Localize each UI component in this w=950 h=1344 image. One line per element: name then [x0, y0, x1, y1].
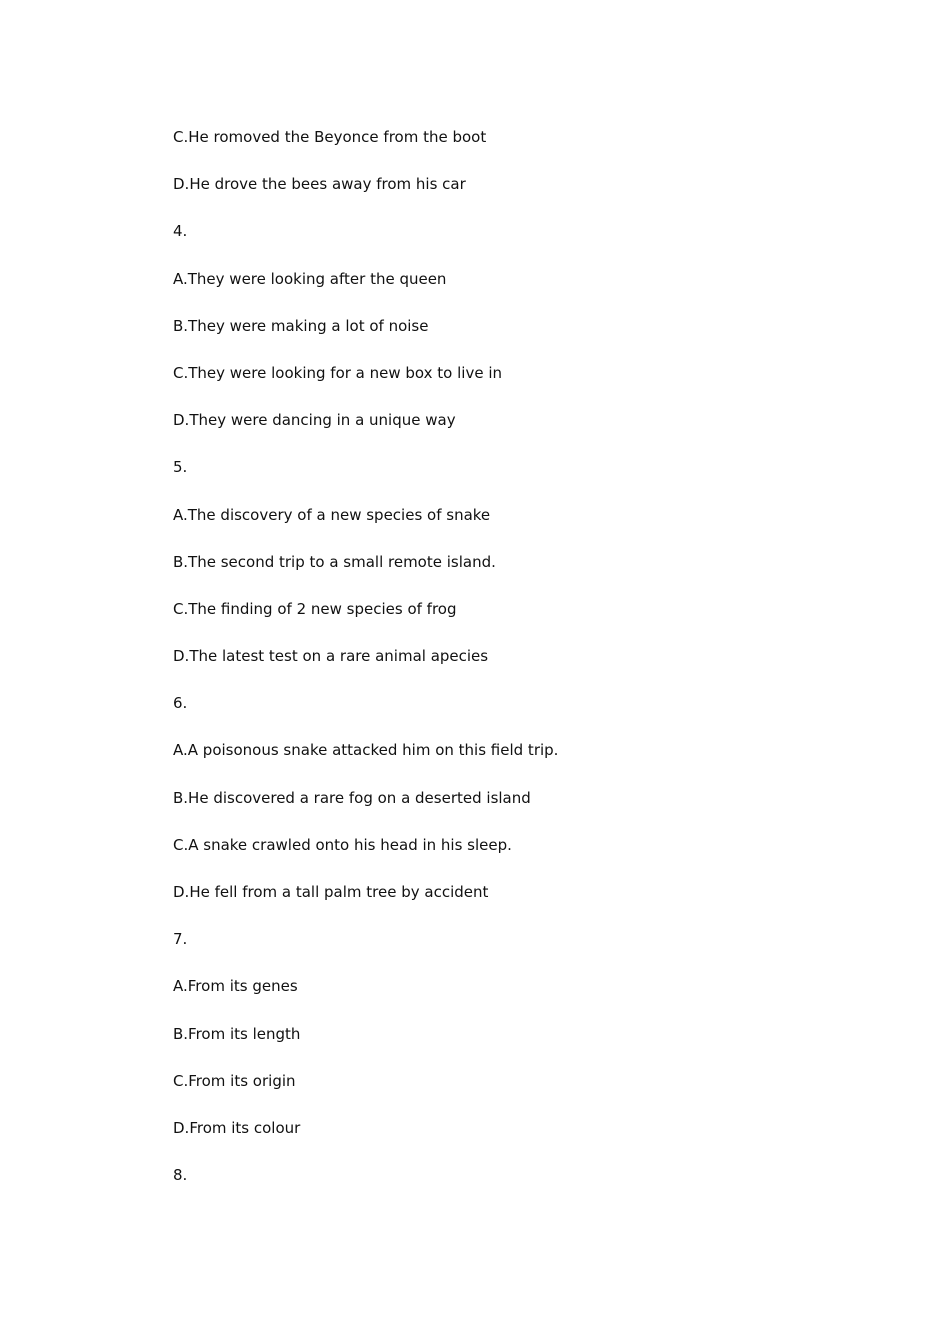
option-line: C.They were looking for a new box to live in — [173, 363, 503, 382]
question-number: 6. — [173, 694, 188, 713]
option-line: A.A poisonous snake attacked him on this field trip. — [173, 741, 559, 760]
option-line: B.They were making a lot of noise — [173, 316, 429, 335]
option-line: A.The discovery of a new species of snake — [173, 505, 491, 524]
option-line: B.From its length — [173, 1024, 301, 1043]
option-line: C.From its origin — [173, 1071, 296, 1090]
option-line: D.They were dancing in a unique way — [173, 411, 456, 430]
option-line: B.The second trip to a small remote island. — [173, 552, 496, 571]
option-line: C.A snake crawled onto his head in his sleep. — [173, 835, 512, 854]
option-line: A.They were looking after the queen — [173, 269, 447, 288]
question-number: 4. — [173, 222, 188, 241]
option-line: C.He romoved the Beyonce from the boot — [173, 128, 487, 146]
option-line: D.He drove the bees away from his car — [173, 175, 466, 194]
option-line: A.From its genes — [173, 977, 298, 996]
question-list — [173, 125, 558, 1210]
option-line: C.The finding of 2 new species of frog — [173, 599, 457, 618]
option-line: B.He discovered a rare fog on a deserted island — [173, 788, 531, 807]
question-number: 5. — [173, 458, 188, 477]
option-line: D.The latest test on a rare animal apecies — [173, 647, 489, 666]
option-line: D.He fell from a tall palm tree by accident — [173, 883, 489, 901]
option-line: D.From its colour — [173, 1118, 301, 1137]
question-number: 8. — [173, 1166, 188, 1185]
question-number: 7. — [173, 930, 188, 949]
